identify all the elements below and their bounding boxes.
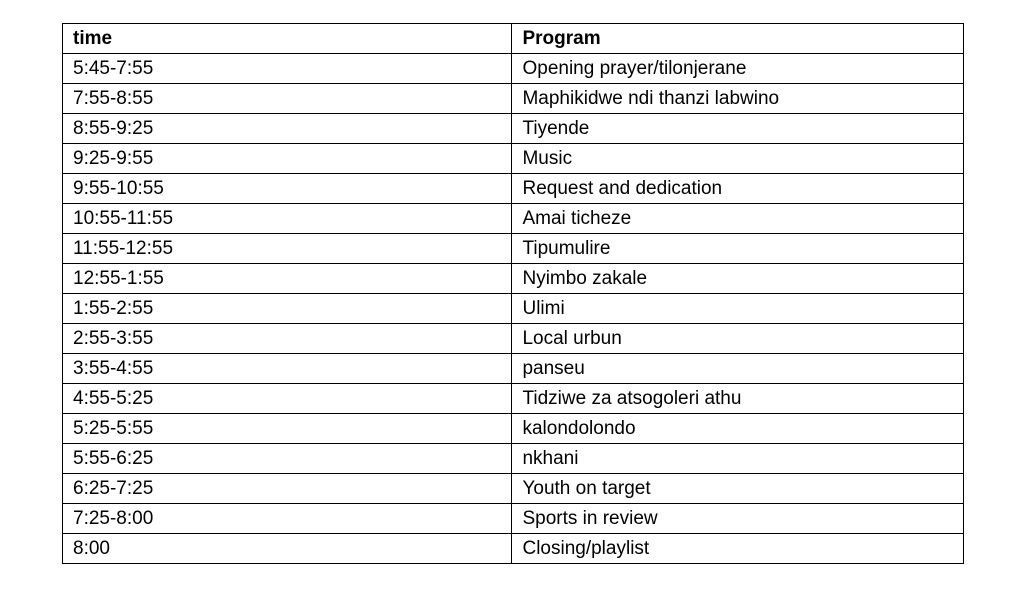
table-row [63, 114, 964, 144]
time-cell: 8:00 [63, 534, 512, 564]
table-header-row [63, 24, 964, 54]
header-time: time [63, 24, 512, 54]
time-cell: 5:55-6:25 [63, 444, 512, 474]
time-cell: 1:55-2:55 [63, 294, 512, 324]
program-cell: Local urbun [512, 324, 964, 354]
program-cell: Maphikidwe ndi thanzi labwino [512, 84, 964, 114]
time-cell: 5:45-7:55 [63, 54, 512, 84]
program-cell: Tiyende [512, 114, 964, 144]
header-program: Program [512, 24, 964, 54]
table-row [63, 54, 964, 84]
program-cell: Tidziwe za atsogoleri athu [512, 384, 964, 414]
time-cell: 10:55-11:55 [63, 204, 512, 234]
table-row [63, 324, 964, 354]
program-cell: Music [512, 144, 964, 174]
program-cell: nkhani [512, 444, 964, 474]
time-cell: 9:55-10:55 [63, 174, 512, 204]
time-cell: 3:55-4:55 [63, 354, 512, 384]
program-cell: kalondolondo [512, 414, 964, 444]
table-row [63, 474, 964, 504]
program-cell: Nyimbo zakale [512, 264, 964, 294]
time-cell: 12:55-1:55 [63, 264, 512, 294]
table-row [63, 504, 964, 534]
table-row [63, 294, 964, 324]
table-row [63, 174, 964, 204]
time-cell: 2:55-3:55 [63, 324, 512, 354]
time-cell: 8:55-9:25 [63, 114, 512, 144]
program-cell: panseu [512, 354, 964, 384]
program-cell: Closing/playlist [512, 534, 964, 564]
table-row [63, 204, 964, 234]
program-cell: Amai ticheze [512, 204, 964, 234]
table-row [63, 444, 964, 474]
program-cell: Sports in review [512, 504, 964, 534]
time-cell: 9:25-9:55 [63, 144, 512, 174]
program-cell: Opening prayer/tilonjerane [512, 54, 964, 84]
program-cell: Request and dedication [512, 174, 964, 204]
table-row [63, 384, 964, 414]
time-cell: 11:55-12:55 [63, 234, 512, 264]
time-cell: 4:55-5:25 [63, 384, 512, 414]
program-cell: Ulimi [512, 294, 964, 324]
table-row [63, 534, 964, 564]
time-cell: 7:25-8:00 [63, 504, 512, 534]
table-row [63, 354, 964, 384]
time-cell: 5:25-5:55 [63, 414, 512, 444]
program-cell: Youth on target [512, 474, 964, 504]
table-row [63, 144, 964, 174]
table-row [63, 84, 964, 114]
table-row [63, 264, 964, 294]
table-row [63, 234, 964, 264]
program-cell: Tipumulire [512, 234, 964, 264]
time-cell: 7:55-8:55 [63, 84, 512, 114]
program-schedule-table [62, 23, 964, 564]
table-row [63, 414, 964, 444]
time-cell: 6:25-7:25 [63, 474, 512, 504]
